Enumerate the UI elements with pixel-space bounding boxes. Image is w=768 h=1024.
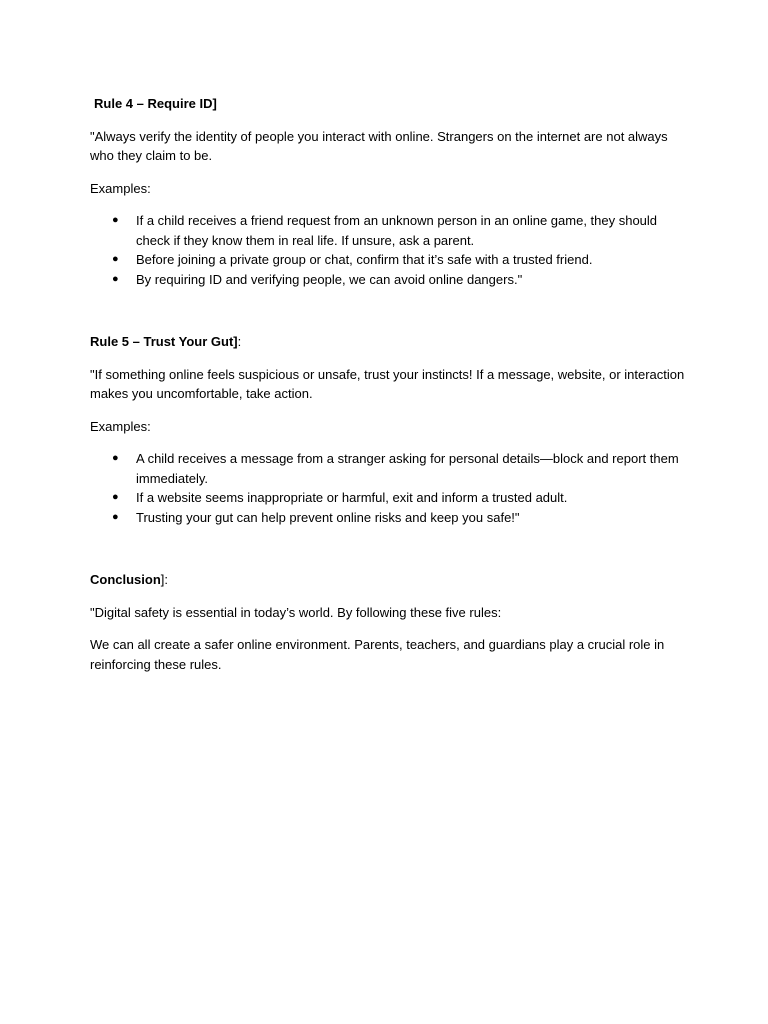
list-item-text: If a website seems inappropriate or harmful, exit and inform a trusted adult. [136, 490, 568, 505]
rule-5-intro: "If something online feels suspicious or unsafe, trust your instincts! If a message, website, or interaction makes you uncomfortable, take action. [90, 366, 685, 401]
conclusion-paragraph: "Digital safety is essential in today’s world. By following these five rules: [90, 604, 502, 620]
list-item-text: Trusting your gut can help prevent online risks and keep you safe!" [136, 509, 520, 525]
rule-5-heading-text: Rule 5 – Trust Your Gut] [90, 334, 238, 349]
rule-5-heading [90, 332, 690, 352]
rule-4-examples-list [90, 211, 690, 289]
rule-4-intro: "Always verify the identity of people you interact with online. Strangers on the internet are not always who they claim to be. [90, 128, 668, 163]
list-item [90, 250, 690, 270]
document-page [90, 94, 690, 687]
conclusion-paragraph: We can all create a safer online environment. Parents, teachers, and guardians play a crucial role in reinforcing these rules. [90, 637, 665, 672]
section-spacer [90, 527, 690, 570]
list-item-text: Before joining a private group or chat, confirm that it’s safe with a trusted friend. [136, 252, 593, 267]
list-item-text: By requiring ID and verifying people, we can avoid online dangers." [136, 271, 523, 287]
list-item [90, 449, 690, 488]
section-spacer [90, 289, 690, 332]
list-item-text: If a child receives a friend request from an unknown person in an online game, they should check if they know them in real life. If unsure, ask a parent. [136, 213, 658, 248]
bullet-icon: ● [112, 272, 119, 285]
list-item [90, 211, 690, 250]
bullet-icon: ● [112, 510, 119, 523]
bullet-icon: ● [112, 253, 119, 265]
bullet-icon: ● [112, 452, 119, 464]
rule-4-examples-label: Examples: [90, 180, 151, 196]
conclusion-heading [90, 570, 690, 590]
rule-5-examples-list [90, 449, 690, 527]
list-item [90, 488, 690, 508]
bullet-icon: ● [112, 491, 119, 503]
conclusion-heading-tail: ]: [160, 572, 169, 587]
rule-5-examples-label: Examples: [90, 418, 151, 434]
rule-5-heading-tail: : [237, 334, 242, 349]
conclusion-heading-text: Conclusion [90, 572, 161, 587]
list-item [90, 508, 690, 528]
list-item [90, 270, 690, 290]
bullet-icon: ● [112, 214, 119, 226]
list-item-text: A child receives a message from a stranger asking for personal details—block and report them immediately. [136, 451, 679, 486]
rule-4-heading: Rule 4 – Require ID] [94, 96, 217, 111]
